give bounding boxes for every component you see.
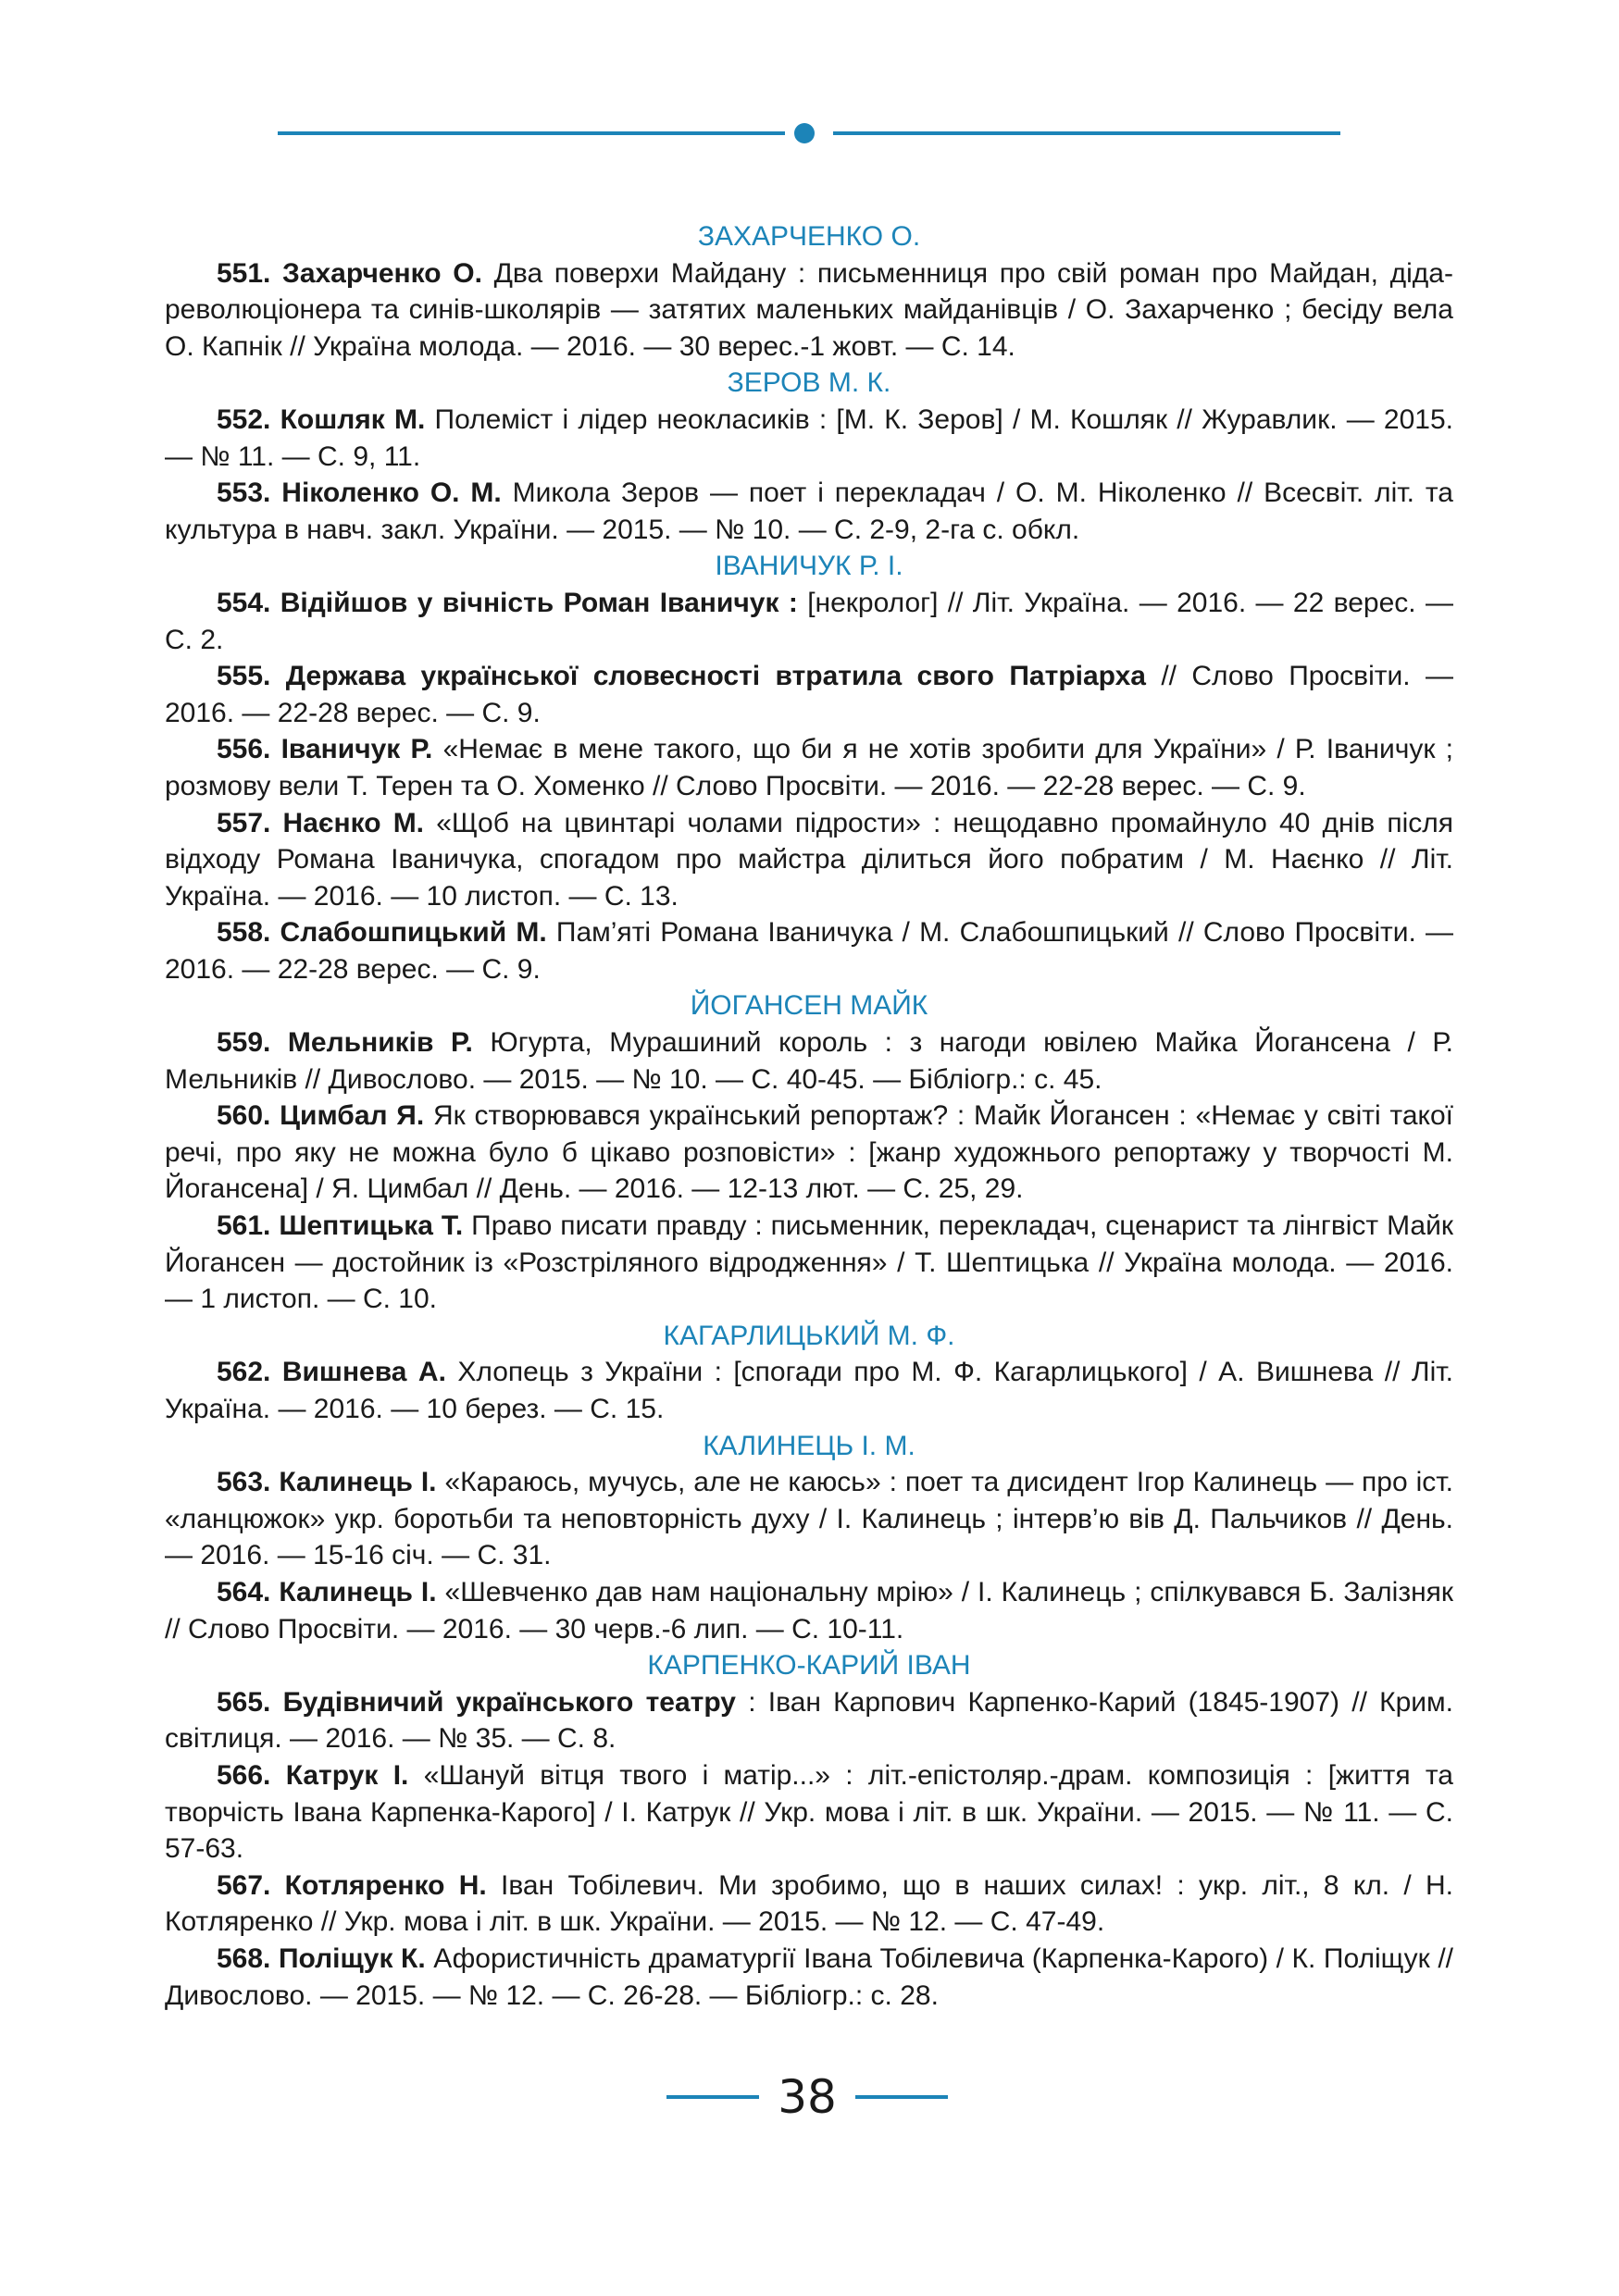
bibliography-entry [165, 1024, 1453, 1098]
entry-text: «Щоб на цвинтарі чолами підрости» : нещодавно промайнуло 40 днів після відходу Романа Іваничука, спогадом про майстра ділиться його побратим / М. Наєнко // Літ. Україна. — 2016. — 10 листоп. — С. 13. [165, 807, 1453, 912]
entry-text: «Немає в мене такого, що би я не хотів зробити для України» / Р. Іваничук ; розмову вели Т. Терен та О. Хоменко // Слово Просвіти. — 2016. — 22-28 верес. — С. 9. [165, 734, 1454, 801]
entry-text: Афористичність драматургії Івана Тобілевича (Карпенка-Карого) / К. Поліщук // Дивослово. — 2015. — № 12. — С. 26-28. — Бібліогр.: с. 28. [165, 1942, 1454, 2011]
entry-text: : Іван Карпович Карпенко-Карий (1845-1907) // Крим. світлиця. — 2016. — № 35. — С. 8. [165, 1686, 1454, 1755]
bibliography-content [165, 218, 1453, 2014]
entry-author: 566. Катрук І. [217, 1759, 409, 1791]
section-title: ЙОГАНСЕН МАЙК [690, 990, 928, 1022]
bibliography-entry [165, 1868, 1453, 1941]
bibliography-entry [165, 914, 1453, 987]
section-title: КАЛИНЕЦЬ І. М. [703, 1430, 915, 1461]
bibliography-entry [165, 1574, 1453, 1647]
section-title: ЗЕРОВ М. К. [727, 367, 891, 399]
entry-author: 556. Іваничук Р. [217, 734, 433, 765]
bibliography-entry [165, 1098, 1453, 1208]
entry-text: [некролог] // Літ. Україна. — 2016. — 22 верес. — С. 2. [165, 587, 1453, 655]
bibliography-entry [165, 1941, 1453, 2014]
entry-author: 552. Кошляк М. [217, 403, 426, 435]
bibliography-entry [165, 585, 1453, 658]
entry-text: Іван Тобілевич. Ми зробимо, що в наших силах! : укр. літ., 8 кл. / Н. Котляренко // Укр. мова і літ. в шк. України. — 2015. — № 12. — С. 47-49. [165, 1869, 1453, 1938]
entry-text: Хлопець з України : [спогади про М. Ф. Кагарлицького] / А. Вишнева // Літ. Україна. — 2016. — 10 берез. — С. 15. [165, 1357, 1453, 1424]
entry-text: «Шануй вітця твого і матір...» : літ.-епістоляр.-драм. композиція : [життя та творчість Івана Карпенка-Карого] / І. Катрук // Укр. мова і літ. в шк. України. — 2015. — № 11. — С. 57-63. [165, 1759, 1453, 1865]
entry-text: Два поверхи Майдану : письменниця про свій роман про Майдан, діда-революціонера та синів-школярів — затятих маленьких майданівців / О. Захарченко ; бесіду вела О. Капнік // Україна молода. — 2016. — 30 верес.-1 жовт. — С. 14. [165, 257, 1453, 362]
entry-text: Право писати правду : письменник, перекладач, сценарист та лінгвіст Майк Йогансен — достойник із «Розстріляного відродження» / Т. Шептицька // Україна молода. — 2016. — 1 листоп. — С. 10. [165, 1210, 1453, 1315]
entry-text: Микола Зеров — поет і перекладач / О. М. Ніколенко // Всесвіт. літ. та культура в навч. закл. України. — 2015. — № 10. — С. 2-9, 2-га с. обкл. [165, 478, 1453, 545]
entry-author: 568. Поліщук К. [217, 1942, 426, 1974]
page-number: 38 [778, 2070, 837, 2124]
footer-rule-left [666, 2095, 759, 2099]
entry-author: 567. Котляренко Н. [217, 1869, 487, 1901]
bibliography-entry [165, 475, 1453, 548]
entry-text: Югурта, Мурашиний король : з нагоди ювілею Майка Йогансена / Р. Мельників // Дивослово. — 2015. — № 10. — С. 40-45. — Бібліогр.: с. 45. [165, 1027, 1454, 1095]
entry-text: // Слово Просвіти. — 2016. — 22-28 верес. — С. 9. [165, 661, 1453, 728]
entry-author: 564. Калинець І. [217, 1576, 437, 1607]
section-title: КАРПЕНКО-КАРИЙ ІВАН [647, 1650, 971, 1682]
bibliography-entry [165, 1464, 1453, 1574]
entry-text: Як створювався український репортаж? : Майк Йогансен : «Немає у світі такої речі, про яку не можна було б цікаво розповісти» : [жанр художнього репортажу у творчості М. Йогансена] / Я. Цимбал // День. — 2016. — 12-13 лют. — С. 25, 29. [165, 1100, 1453, 1205]
header-rule-right [833, 131, 1340, 135]
entry-text: Пам’яті Романа Іваничука / М. Слабошпицький // Слово Просвіти. — 2016. — 22-28 верес. — С. 9. [165, 917, 1454, 985]
bibliography-entry [165, 731, 1453, 804]
section-title: КАГАРЛИЦЬКИЙ М. Ф. [663, 1320, 955, 1351]
entry-author: 560. Цимбал Я. [217, 1100, 425, 1132]
bibliography-entry [165, 1354, 1453, 1427]
entry-author: 562. Вишнева А. [217, 1357, 446, 1388]
entry-text: Полеміст і лідер неокласиків : [М. К. Зеров] / М. Кошляк // Журавлик. — 2015. — № 11. — С. 9, 11. [165, 403, 1453, 472]
entry-author: 559. Мельників Р. [217, 1027, 473, 1059]
bibliography-entry [165, 658, 1453, 731]
entry-author: 555. Держава української словесності втратила свого Патріарха [217, 661, 1146, 692]
entry-author: 557. Наєнко М. [217, 807, 425, 838]
section-title: ІВАНИЧУК Р. І. [715, 551, 903, 582]
entry-author: 554. Відійшов у вічність Роман Іваничук : [217, 587, 798, 618]
entry-text: «Караюсь, мучусь, але не каюсь» : поет та дисидент Ігор Калинець — про іст. «ланцюжок» укр. боротьби та неповторність духу / І. Калинець ; інтерв’ю вів Д. Пальчиков // День. — 2016. — 15-16 січ. — С. 31. [165, 1467, 1454, 1571]
footer-rule-right [855, 2095, 948, 2099]
header-dot [794, 123, 815, 143]
header-rule-left [278, 131, 785, 135]
entry-author: 553. Ніколенко О. М. [217, 478, 502, 509]
bibliography-entry [165, 1757, 1453, 1868]
entry-text: «Шевченко дав нам національну мрію» / І. Калинець ; спілкувався Б. Залізняк // Слово Просвіти. — 2016. — 30 черв.-6 лип. — С. 10-11. [165, 1576, 1454, 1644]
section-title: ЗАХАРЧЕНКО О. [697, 221, 921, 252]
entry-author: 565. Будівничий українського театру [217, 1686, 736, 1718]
bibliography-entry [165, 1684, 1453, 1757]
entry-author: 563. Калинець І. [217, 1467, 437, 1498]
bibliography-entry [165, 255, 1453, 366]
bibliography-entry [165, 805, 1453, 915]
entry-author: 558. Слабошпицький М. [217, 917, 547, 949]
bibliography-entry [165, 1208, 1453, 1318]
entry-author: 561. Шептицька Т. [217, 1210, 464, 1242]
bibliography-entry [165, 402, 1453, 475]
entry-author: 551. Захарченко О. [217, 257, 482, 289]
